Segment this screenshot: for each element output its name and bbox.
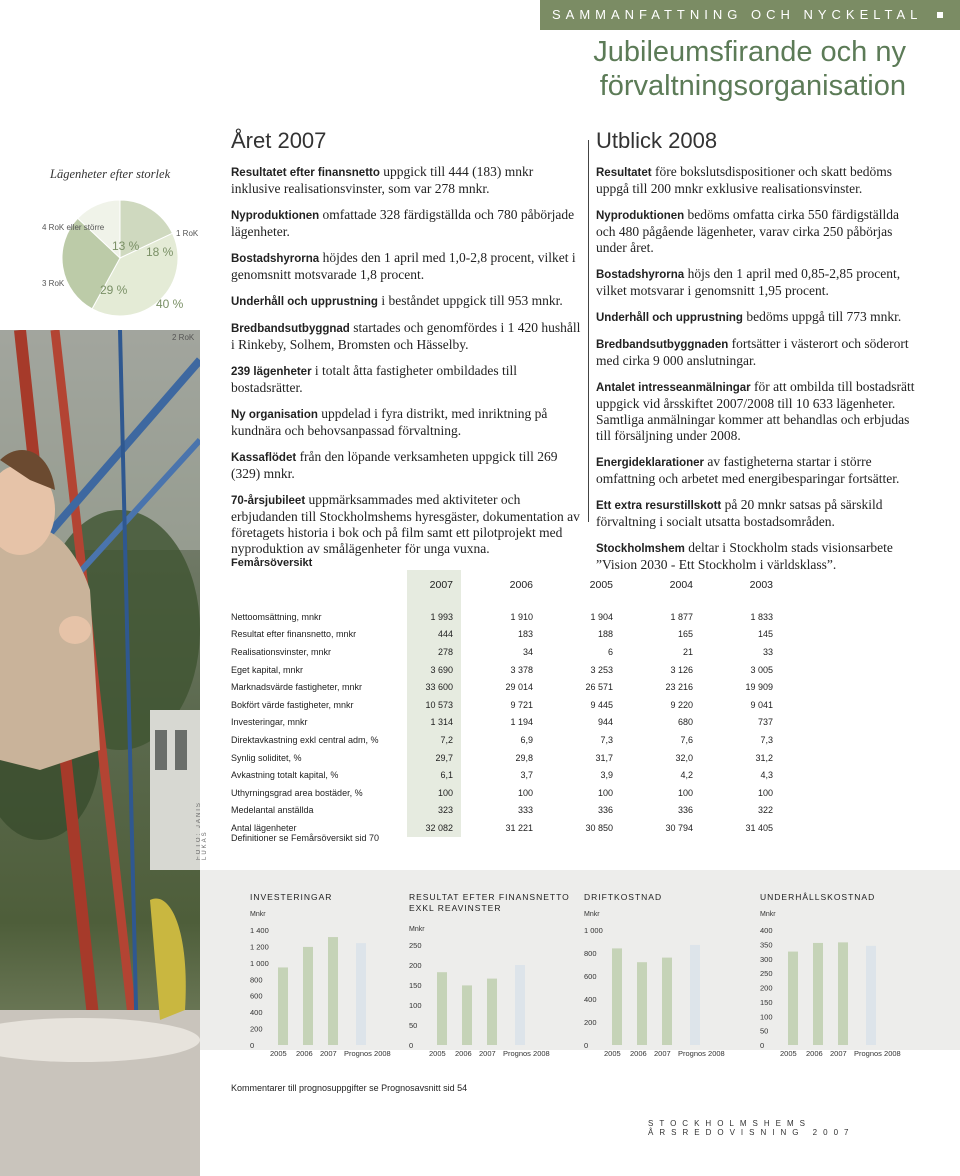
outlook-paragraph-text: höjs den 1 april med 0,85-2,85 procent, vilket motsvarar i genomsnitt 1,95 procent. — [596, 266, 901, 298]
table-row — [231, 714, 781, 732]
pie-category-label: 4 RoK eller större — [42, 223, 105, 232]
chart-title: INVESTERINGAR — [250, 892, 333, 902]
y-tick-label: 400 — [584, 995, 597, 1004]
x-tick-label: 2005 — [604, 1049, 621, 1058]
y-tick-label: 600 — [584, 972, 597, 981]
table-cell: 7,3 — [600, 734, 613, 745]
outlook-paragraph-lead: Nyproduktionen — [596, 210, 685, 222]
table-cell: 3 690 — [407, 661, 461, 679]
table-cell: 1 833 — [750, 611, 773, 622]
bar — [788, 952, 798, 1045]
pie-value-label: 29 % — [100, 283, 128, 297]
outlook-paragraph — [596, 309, 916, 326]
outlook-paragraph-lead: Ett extra resurstillskott — [596, 500, 722, 512]
table-cell: 33 — [762, 646, 773, 657]
y-tick-label: 0 — [409, 1041, 414, 1050]
x-tick-label: 2006 — [455, 1049, 472, 1058]
table-row — [231, 626, 781, 644]
table-cell: 322 — [757, 805, 773, 816]
x-tick-label: Prognos 2008 — [678, 1049, 725, 1058]
year-2007-column — [231, 128, 581, 567]
row-label: Medelantal anställda — [231, 805, 314, 816]
table-cell: 9 041 — [750, 699, 773, 710]
table-cell: 4,2 — [680, 770, 693, 781]
apartment-size-pie — [40, 162, 200, 342]
y-tick-label: 1 200 — [250, 942, 269, 952]
year-paragraph-lead: 239 lägenheter — [231, 366, 312, 378]
pie-value-label: 13 % — [112, 239, 140, 253]
table-cell: 1 904 — [590, 611, 613, 622]
bar — [328, 937, 338, 1045]
table-cell: 145 — [757, 629, 773, 640]
pie-category-label: 2 RoK — [172, 333, 195, 342]
y-tick-label: 100 — [760, 1012, 773, 1022]
row-label: Eget kapital, mnkr — [231, 664, 304, 675]
x-tick-label: 2006 — [630, 1049, 647, 1058]
x-tick-label: Prognos 2008 — [503, 1049, 550, 1058]
chart-title: UNDERHÅLLSKOSTNAD — [760, 892, 876, 902]
table-cell: 3,7 — [520, 770, 533, 781]
header-spacer — [231, 570, 407, 600]
x-tick-label: 2007 — [320, 1049, 337, 1058]
table-cell: 100 — [517, 787, 533, 798]
y-tick-label: 600 — [250, 991, 263, 1001]
table-cell: 6,9 — [520, 734, 533, 745]
table-cell: 3 126 — [670, 664, 693, 675]
chart-unit-label: Mnkr — [409, 926, 425, 933]
table-cell: 680 — [677, 717, 693, 728]
bar — [813, 943, 823, 1045]
outlook-paragraph — [596, 497, 916, 530]
outlook-paragraph-lead: Bredbandsutbyggnaden — [596, 339, 729, 351]
table-cell: 19 909 — [745, 682, 773, 693]
table-row — [231, 696, 781, 714]
y-tick-label: 250 — [409, 941, 422, 950]
year-paragraph-text: i beståndet uppgick till 953 mnkr. — [377, 293, 563, 308]
forecast-footnote: Kommentarer till prognosuppgifter se Prognosavsnitt sid 54 — [231, 1083, 468, 1093]
y-tick-label: 200 — [409, 961, 422, 970]
outlook-paragraph-lead: Bostadshyrorna — [596, 269, 685, 281]
x-tick-label: 2005 — [780, 1049, 797, 1058]
bar — [303, 947, 313, 1045]
year-paragraph-text: i totalt åtta fastigheter ombildades till bostadsrätter. — [231, 363, 517, 395]
table-row — [231, 802, 781, 820]
outlook-paragraph-lead: Stockholmshem — [596, 543, 685, 555]
x-tick-label: 2006 — [806, 1049, 823, 1058]
table-cell: 1 993 — [407, 608, 461, 626]
table-cell: 188 — [597, 629, 613, 640]
headline-line-2: förvaltningsorganisation — [599, 70, 906, 102]
table-row — [231, 608, 781, 626]
bar — [487, 979, 497, 1045]
chart-title: DRIFTKOSTNAD — [584, 892, 663, 902]
outlook-paragraph-text: på 20 mnkr satsas på särskild förvaltning i socialt utsatta bostadsområden. — [596, 497, 883, 529]
year-paragraph — [231, 406, 581, 439]
table-cell: 30 794 — [665, 822, 693, 833]
outlook-paragraph-text: deltar i Stockholm stads visionsarbete ”Vision 2030 - Ett Stockholm i världsklass”. — [596, 540, 893, 572]
table-cell: 31 405 — [745, 822, 773, 833]
outlook-paragraph — [596, 164, 916, 197]
outlook-paragraph-text: före bokslutsdispositioner och skatt bedöms uppgå till 200 mnkr exklusive realisationsvinster. — [596, 164, 892, 196]
table-row — [231, 784, 781, 802]
bar — [866, 946, 876, 1045]
bar-chart — [582, 890, 750, 1070]
year-paragraph-text: startades och genomfördes i 1 420 hushåll i Rinkeby, Solhem, Bromsten och Hässelby. — [231, 320, 581, 352]
y-tick-label: 350 — [760, 940, 773, 950]
page-number: 1 — [552, 37, 560, 52]
year-paragraph — [231, 363, 581, 396]
y-tick-label: 0 — [760, 1041, 765, 1050]
table-cell: 1 877 — [670, 611, 693, 622]
outlook-2008-column — [596, 128, 916, 583]
table-row — [231, 731, 781, 749]
table-cell: 165 — [677, 629, 693, 640]
table-cell: 100 — [407, 784, 461, 802]
bar-chart — [407, 890, 575, 1070]
y-tick-label: 300 — [760, 954, 773, 964]
table-cell: 100 — [677, 787, 693, 798]
row-label: Avkastning totalt kapital, % — [231, 770, 339, 781]
y-tick-label: 200 — [250, 1024, 263, 1034]
table-cell: 4,3 — [760, 770, 773, 781]
bar — [515, 965, 525, 1045]
year-header: 2003 — [749, 579, 773, 591]
table-cell: 3 378 — [510, 664, 533, 675]
table-cell: 9 721 — [510, 699, 533, 710]
year-paragraph — [231, 250, 581, 283]
table-cell: 7,3 — [760, 734, 773, 745]
table-cell: 1 194 — [510, 717, 533, 728]
chart-unit-label: Mnkr — [250, 911, 266, 918]
year-paragraph-text: höjdes den 1 april med 1,0-2,8 procent, vilket i genomsnitt motsvarade 1,8 procent. — [231, 250, 576, 282]
pie-chart — [40, 190, 200, 350]
outlook-paragraph-text: av fastigheterna startar i större omfattning och arbetet med energibesparingar fortsätter. — [596, 454, 900, 486]
spacer-cell — [407, 600, 461, 608]
table-row — [231, 766, 781, 784]
pie-value-label: 40 % — [156, 297, 184, 311]
spacer-cell — [621, 600, 701, 608]
table-cell: 32 082 — [407, 819, 461, 837]
table-cell: 3 253 — [590, 664, 613, 675]
y-tick-label: 150 — [760, 997, 773, 1007]
outlook-paragraph-text: för att ombilda till bostadsrätt uppgick vid årsskiftet 2007/2008 till 10 633 lägenheter. Samtliga anmälningar kommer att behandlas och erbjudas till försäljning under 2008. — [596, 379, 915, 443]
table-cell: 737 — [757, 717, 773, 728]
year-paragraph-lead: Underhåll och upprustning — [231, 296, 378, 308]
y-tick-label: 150 — [409, 981, 422, 990]
year-paragraph-text: uppgick till 444 (183) mnkr inklusive realisationsvinster, som var 278 mnkr. — [231, 164, 534, 196]
table-row — [231, 678, 781, 696]
photo-credit: FOTO: JANIS LUKAS — [196, 801, 208, 860]
year-paragraph-lead: Bredbandsutbyggnad — [231, 323, 350, 335]
year-header: 2005 — [589, 579, 613, 591]
x-tick-label: 2007 — [479, 1049, 496, 1058]
year-paragraph-text: från den löpande verksamheten uppgick till 269 (329) mnkr. — [231, 449, 558, 481]
table-cell: 26 571 — [585, 682, 613, 693]
row-label: Realisationsvinster, mnkr — [231, 646, 332, 657]
year-header: 2006 — [509, 579, 533, 591]
pie-category-label: 3 RoK — [42, 279, 65, 288]
bar — [278, 967, 288, 1045]
table-cell: 100 — [597, 787, 613, 798]
year-paragraph — [231, 293, 581, 310]
table-cell: 323 — [407, 802, 461, 820]
bar-chart — [758, 890, 926, 1070]
bar — [838, 942, 848, 1045]
headline-line-1: Jubileumsfirande och ny — [593, 36, 906, 68]
year-header: 2007 — [407, 570, 461, 600]
outlook-paragraph-lead: Underhåll och upprustning — [596, 312, 743, 324]
table-cell: 31 221 — [505, 822, 533, 833]
row-label: Antal lägenheter — [231, 822, 297, 833]
outlook-paragraph — [596, 336, 916, 369]
row-label: Marknadsvärde fastigheter, mnkr — [231, 682, 363, 693]
year-paragraph — [231, 449, 581, 482]
bar — [612, 948, 622, 1045]
table-cell: 6 — [607, 646, 613, 657]
table-cell: 34 — [522, 646, 533, 657]
bar-chart — [248, 890, 416, 1070]
table-cell: 278 — [407, 643, 461, 661]
chart-title-line2: EXKL REAVINSTER — [409, 903, 502, 913]
outlook-paragraph-lead: Resultatet — [596, 167, 652, 179]
spacer-cell — [541, 600, 621, 608]
year-paragraph — [231, 207, 581, 240]
table-cell: 1 314 — [407, 714, 461, 732]
table-row — [231, 749, 781, 767]
bar — [662, 958, 672, 1045]
year-paragraph-lead: Bostadshyrorna — [231, 253, 320, 265]
outlook-paragraph — [596, 207, 916, 256]
table-cell: 336 — [597, 805, 613, 816]
bar-divider — [937, 12, 943, 18]
x-tick-label: 2007 — [654, 1049, 671, 1058]
row-label: Uthyrningsgrad area bostäder, % — [231, 787, 363, 798]
y-tick-label: 0 — [250, 1041, 255, 1050]
row-label: Nettoomsättning, mnkr — [231, 611, 322, 622]
outlook-paragraph — [596, 454, 916, 487]
spacer-cell — [701, 600, 781, 608]
five-year-title: Femårsöversikt — [231, 557, 313, 569]
table-cell: 3,9 — [600, 770, 613, 781]
y-tick-label: 50 — [760, 1026, 769, 1036]
table-row — [231, 643, 781, 661]
year-paragraph-text: uppmärksammades med aktiviteter och erbjudanden till Stockholmshems hyresgäster, dokumentation av företagets historia i bok och på film samt ett pilotprojekt med nyproduktion av smålägenheter för unga vuxna. — [231, 492, 580, 556]
chart-unit-label: Mnkr — [584, 911, 600, 918]
year-paragraph — [231, 164, 581, 197]
table-cell: 336 — [677, 805, 693, 816]
table-cell: 9 220 — [670, 699, 693, 710]
chart-unit-label: Mnkr — [760, 911, 776, 918]
year-paragraph — [231, 320, 581, 353]
chart-title: RESULTAT EFTER FINANSNETTO — [409, 892, 570, 902]
five-year-table — [231, 570, 781, 837]
table-cell: 30 850 — [585, 822, 613, 833]
table-cell: 444 — [407, 626, 461, 644]
year-paragraph-lead: Resultatet efter finansnetto — [231, 167, 380, 179]
section-title: SAMMANFATTNING OCH NYCKELTAL — [552, 7, 922, 22]
x-tick-label: 2006 — [296, 1049, 313, 1058]
table-cell: 21 — [682, 646, 693, 657]
table-cell: 944 — [597, 717, 613, 728]
table-cell: 29,8 — [515, 752, 533, 763]
table-cell: 3 005 — [750, 664, 773, 675]
table-cell: 33 600 — [407, 678, 461, 696]
table-cell: 32,0 — [675, 752, 693, 763]
bar — [437, 972, 447, 1045]
row-label: Synlig soliditet, % — [231, 752, 302, 763]
outlook-paragraph-text: fortsätter i västerort och söderort med cirka 9 000 anslutningar. — [596, 336, 909, 368]
y-tick-label: 200 — [760, 983, 773, 993]
table-cell: 9 445 — [590, 699, 613, 710]
year-paragraph — [231, 492, 581, 557]
table-cell: 31,2 — [755, 752, 773, 763]
pie-category-label: 1 RoK — [176, 229, 199, 238]
column-divider — [588, 140, 589, 522]
outlook-paragraph-text: bedöms omfatta cirka 550 färdigställda och 480 pågående lägenheter, varav cirka 250 påbörjas under året. — [596, 207, 899, 255]
definition-note: Definitioner se Femårsöversikt sid 70 — [231, 833, 380, 843]
year-header: 2004 — [669, 579, 693, 591]
bar — [356, 943, 366, 1045]
pie-title: Lägenheter efter storlek — [50, 167, 171, 181]
x-tick-label: Prognos 2008 — [344, 1049, 391, 1058]
y-tick-label: 200 — [584, 1018, 597, 1027]
page-headline — [540, 35, 906, 103]
table-cell: 31,7 — [595, 752, 613, 763]
x-tick-label: 2005 — [270, 1049, 287, 1058]
table-cell: 10 573 — [407, 696, 461, 714]
y-tick-label: 400 — [250, 1008, 263, 1018]
bar — [462, 985, 472, 1045]
year-paragraph-lead: 70-årsjubileet — [231, 495, 306, 507]
y-tick-label: 1 000 — [250, 958, 269, 968]
y-tick-label: 1 400 — [250, 926, 269, 935]
y-tick-label: 0 — [584, 1041, 589, 1050]
year-paragraph-text: uppdelad i fyra distrikt, med inriktning på kundnära och behovsanpassad förvaltning. — [231, 406, 548, 438]
spacer-cell — [231, 600, 407, 608]
outlook-paragraph-lead: Antalet intresseanmälningar — [596, 382, 751, 394]
y-tick-label: 1 000 — [584, 926, 603, 935]
table-cell: 333 — [517, 805, 533, 816]
outlook-paragraph — [596, 540, 916, 573]
outlook-paragraph-text: bedöms uppgå till 773 mnkr. — [742, 309, 902, 324]
spacer-cell — [461, 600, 541, 608]
pie-value-label: 18 % — [146, 245, 174, 259]
x-tick-label: 2007 — [830, 1049, 847, 1058]
row-label: Bokfört värde fastigheter, mnkr — [231, 699, 354, 710]
swing-photo — [0, 330, 200, 1176]
y-tick-label: 50 — [409, 1021, 418, 1030]
table-cell: 100 — [757, 787, 773, 798]
table-cell: 183 — [517, 629, 533, 640]
x-tick-label: 2005 — [429, 1049, 446, 1058]
y-tick-label: 100 — [409, 1001, 422, 1010]
year-paragraph-lead: Ny organisation — [231, 409, 318, 421]
table-cell: 7,6 — [680, 734, 693, 745]
outlook-paragraph — [596, 266, 916, 299]
bar — [637, 962, 647, 1045]
y-tick-label: 400 — [760, 926, 773, 935]
row-label: Resultat efter finansnetto, mnkr — [231, 629, 357, 640]
table-cell: 29 014 — [505, 682, 533, 693]
outlook-paragraph-lead: Energideklarationer — [596, 457, 705, 469]
row-label: Direktavkastning exkl central adm, % — [231, 734, 379, 745]
y-tick-label: 800 — [584, 949, 597, 958]
y-tick-label: 800 — [250, 975, 263, 985]
table-cell: 29,7 — [407, 749, 461, 767]
row-label: Investeringar, mnkr — [231, 717, 308, 728]
bar — [690, 945, 700, 1045]
table-row — [231, 661, 781, 679]
year-paragraph-text: omfattade 328 färdigställda och 780 påbörjade lägenheter. — [231, 207, 575, 239]
page-footer: STOCKHOLMSHEMS ÅRSREDOVISNING 2007 — [648, 1119, 855, 1137]
table-cell: 23 216 — [665, 682, 693, 693]
year-heading: Året 2007 — [231, 128, 327, 153]
x-tick-label: Prognos 2008 — [854, 1049, 901, 1058]
table-cell: 7,2 — [407, 731, 461, 749]
outlook-paragraph — [596, 379, 916, 444]
y-tick-label: 250 — [760, 969, 773, 979]
table-cell: 6,1 — [407, 766, 461, 784]
year-paragraph-lead: Nyproduktionen — [231, 210, 320, 222]
table-cell: 1 910 — [510, 611, 533, 622]
outlook-heading: Utblick 2008 — [596, 128, 718, 153]
year-paragraph-lead: Kassaflödet — [231, 452, 297, 464]
